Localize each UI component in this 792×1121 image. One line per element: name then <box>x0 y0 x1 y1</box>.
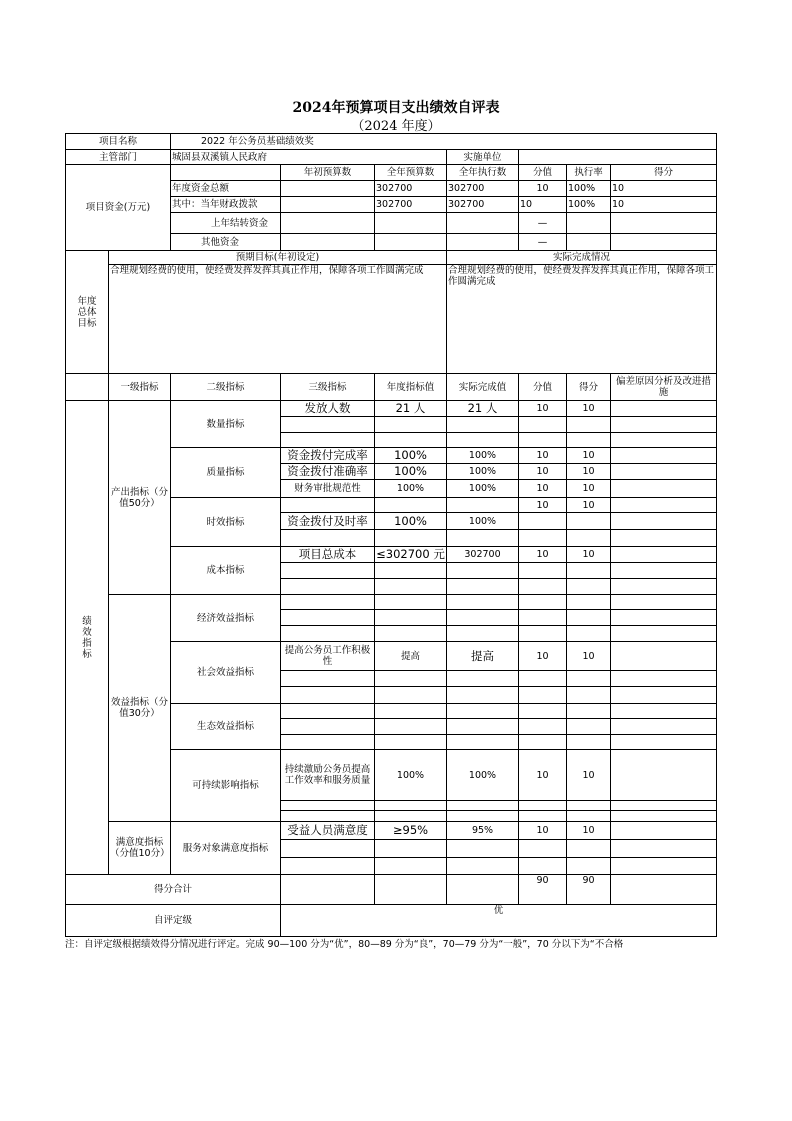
deviation-note <box>611 687 717 704</box>
deviation-note <box>611 563 717 579</box>
actual-value: 100% <box>447 750 519 801</box>
actual-value <box>447 579 519 595</box>
deviation-note <box>611 840 717 858</box>
funds-initial <box>281 181 375 197</box>
level3-indicator <box>281 563 375 579</box>
total-score: 90 <box>567 875 611 905</box>
deviation-note <box>611 610 717 626</box>
actual-value: 100% <box>447 464 519 480</box>
indicator-header: 分值 <box>519 374 567 401</box>
level2-indicator: 数量指标 <box>171 401 281 448</box>
actual-value <box>447 801 519 811</box>
level1-indicator: 满意度指标（分值10分） <box>109 822 171 875</box>
target-value: ≤302700 元 <box>376 547 445 561</box>
score <box>567 671 611 687</box>
deviation-note <box>611 513 717 530</box>
score: 10 <box>567 401 611 417</box>
actual-value: 100% <box>447 513 519 530</box>
actual-value: 95% <box>447 822 519 840</box>
level2-indicator: 成本指标 <box>171 547 281 595</box>
actual-value <box>447 433 519 448</box>
score-value <box>519 579 567 595</box>
score-value: 10 <box>519 464 567 480</box>
target-value: 100% <box>375 464 447 480</box>
level3-indicator <box>281 687 375 704</box>
actual-goal-header: 实际完成情况 <box>447 251 717 265</box>
level1-indicator: 产出指标（分值50分） <box>109 401 171 595</box>
score <box>567 858 611 875</box>
level2-indicator: 社会效益指标 <box>171 642 281 704</box>
level3-indicator <box>281 595 375 610</box>
level3-indicator <box>281 719 375 735</box>
target-value <box>375 563 447 579</box>
funds-initial <box>281 197 375 213</box>
impl-value <box>519 150 717 165</box>
actual-value <box>447 595 519 610</box>
level3-indicator <box>281 417 375 433</box>
score: 10 <box>567 642 611 671</box>
score-value: 10 <box>519 547 567 563</box>
actual-value <box>447 704 519 719</box>
target-value: 21 人 <box>375 401 447 417</box>
deviation-note <box>611 671 717 687</box>
level2-indicator: 时效指标 <box>171 498 281 547</box>
score-value <box>519 811 567 822</box>
funds-header: 年初预算数 <box>281 165 375 181</box>
score-value <box>519 858 567 875</box>
target-value: 提高 <box>375 642 447 671</box>
score-value <box>519 513 567 530</box>
score: 10 <box>567 822 611 840</box>
target-value <box>375 579 447 595</box>
target-value <box>375 687 447 704</box>
funds-header: 全年执行数 <box>447 165 519 181</box>
deviation-note <box>611 750 717 801</box>
indicator-header: 二级指标 <box>171 374 281 401</box>
level3-indicator: 资金拨付及时率 <box>281 513 375 530</box>
total-score-value: 90 <box>519 875 567 905</box>
funds-score-value: 10 <box>519 197 567 213</box>
indicator-header: 得分 <box>567 374 611 401</box>
funds-header: 分值 <box>519 165 567 181</box>
total-blank <box>447 875 519 905</box>
funds-executed <box>447 213 519 234</box>
target-value <box>375 858 447 875</box>
funds-row-label: 其中：当年财政拨款 <box>171 197 281 213</box>
score <box>567 811 611 822</box>
deviation-note <box>611 595 717 610</box>
actual-value <box>447 610 519 626</box>
rating-value: 优 <box>281 905 717 937</box>
score <box>567 610 611 626</box>
deviation-note <box>611 704 717 719</box>
target-value <box>375 719 447 735</box>
funds-rate: 100% <box>567 181 611 197</box>
score: 10 <box>567 464 611 480</box>
score-value: 10 <box>519 448 567 464</box>
funds-label: 项目资金(万元) <box>66 165 171 251</box>
funds-rate <box>567 213 611 234</box>
target-value: 100% <box>375 448 447 464</box>
table-row <box>66 401 717 417</box>
total-label: 得分合计 <box>66 875 281 905</box>
funds-executed: 302700 <box>447 197 519 213</box>
deviation-note <box>611 498 717 513</box>
funds-header: 执行率 <box>567 165 611 181</box>
expected-goal-header: 预期目标(年初设定) <box>109 251 447 265</box>
target-value <box>375 530 447 547</box>
funds-score: 10 <box>611 181 717 197</box>
level3-indicator <box>281 735 375 750</box>
actual-value: 302700 <box>447 547 519 563</box>
indicators-label: 绩效指标 <box>66 401 109 875</box>
score-value: 10 <box>519 480 567 498</box>
funds-score <box>611 213 717 234</box>
deviation-note <box>611 547 717 563</box>
funds-rate: 100% <box>567 197 611 213</box>
funds-row-label: 其他资金 <box>171 234 281 251</box>
deviation-note <box>611 480 717 498</box>
table-row <box>66 374 717 401</box>
level3-indicator <box>281 858 375 875</box>
score <box>567 687 611 704</box>
score-value <box>519 530 567 547</box>
score-value <box>519 626 567 642</box>
dept-label: 主管部门 <box>66 150 171 165</box>
indicator-header: 年度指标值 <box>375 374 447 401</box>
funds-header-blank <box>171 165 281 181</box>
deviation-note <box>611 822 717 840</box>
target-value <box>375 840 447 858</box>
deviation-note <box>611 417 717 433</box>
table-row <box>66 905 717 937</box>
deviation-note <box>611 448 717 464</box>
level3-indicator <box>281 530 375 547</box>
score: 10 <box>567 750 611 801</box>
total-blank <box>281 875 375 905</box>
score: 10 <box>567 547 611 563</box>
score <box>567 513 611 530</box>
level2-indicator: 经济效益指标 <box>171 595 281 642</box>
score <box>567 719 611 735</box>
level3-indicator: 资金拨付准确率 <box>281 464 375 480</box>
target-value <box>375 671 447 687</box>
level3-indicator: 财务审批规范性 <box>281 480 375 498</box>
level3-indicator <box>281 579 375 595</box>
actual-value <box>447 811 519 822</box>
level3-indicator <box>281 610 375 626</box>
table-row <box>66 265 717 374</box>
score-value: 10 <box>519 750 567 801</box>
score <box>567 704 611 719</box>
deviation-note <box>611 801 717 811</box>
score-value: 10 <box>519 498 567 513</box>
funds-row-label: 上年结转资金 <box>171 213 281 234</box>
table-row <box>66 251 717 265</box>
target-value: ≥95% <box>375 822 447 840</box>
deviation-note <box>611 719 717 735</box>
level3-indicator <box>281 840 375 858</box>
indicator-header-blank <box>66 374 109 401</box>
deviation-note <box>611 858 717 875</box>
actual-value <box>447 735 519 750</box>
dept-value: 城固县双溪镇人民政府 <box>171 150 447 165</box>
deviation-note <box>611 642 717 671</box>
actual-value <box>447 563 519 579</box>
score <box>567 417 611 433</box>
funds-initial <box>281 234 375 251</box>
level2-indicator: 服务对象满意度指标 <box>171 822 281 875</box>
target-value <box>375 704 447 719</box>
score: 10 <box>567 498 611 513</box>
funds-annual: 302700 <box>375 181 447 197</box>
funds-executed <box>447 234 519 251</box>
deviation-note <box>611 433 717 448</box>
funds-score-value: — <box>519 213 567 234</box>
score <box>567 595 611 610</box>
target-value <box>375 735 447 750</box>
score <box>567 433 611 448</box>
funds-score <box>611 234 717 251</box>
actual-value: 21 人 <box>447 401 519 417</box>
funds-annual: 302700 <box>375 197 447 213</box>
indicator-header: 偏差原因分析及改进措施 <box>611 374 717 401</box>
actual-value <box>447 671 519 687</box>
project-name-label: 项目名称 <box>66 134 171 150</box>
level3-indicator <box>281 811 375 822</box>
table-row <box>66 822 717 840</box>
actual-goal-text: 合理规划经费的使用，使经费发挥发挥其真正作用，保障各项工作圆满完成 <box>447 265 717 374</box>
funds-row-label: 年度资金总额 <box>171 181 281 197</box>
table-row <box>66 875 717 905</box>
score-value <box>519 417 567 433</box>
page-subtitle: （2024 年度） <box>351 119 441 134</box>
funds-annual <box>375 234 447 251</box>
funds-annual <box>375 213 447 234</box>
score-value <box>519 563 567 579</box>
level2-indicator: 质量指标 <box>171 448 281 498</box>
level3-indicator <box>281 433 375 448</box>
actual-value <box>447 530 519 547</box>
score <box>567 530 611 547</box>
score-value <box>519 433 567 448</box>
actual-value <box>447 687 519 704</box>
level3-indicator <box>281 498 375 513</box>
level3-indicator: 项目总成本 <box>281 547 375 563</box>
score <box>567 801 611 811</box>
funds-header: 全年预算数 <box>375 165 447 181</box>
deviation-note <box>611 626 717 642</box>
score-value <box>519 595 567 610</box>
indicator-header: 三级指标 <box>281 374 375 401</box>
funds-score-value: — <box>519 234 567 251</box>
actual-value <box>447 626 519 642</box>
deviation-note <box>611 735 717 750</box>
funds-score-value: 10 <box>519 181 567 197</box>
score-value: 10 <box>519 401 567 417</box>
score <box>567 579 611 595</box>
score-value <box>519 704 567 719</box>
deviation-note <box>611 811 717 822</box>
target-value <box>375 626 447 642</box>
score <box>567 626 611 642</box>
total-blank <box>375 875 447 905</box>
score-value: 10 <box>519 822 567 840</box>
actual-value: 100% <box>447 480 519 498</box>
actual-value: 100% <box>447 448 519 464</box>
deviation-note <box>611 530 717 547</box>
total-blank <box>611 875 717 905</box>
deviation-note <box>611 464 717 480</box>
score <box>567 735 611 750</box>
level3-indicator: 发放人数 <box>281 401 375 417</box>
deviation-note <box>611 401 717 417</box>
target-value: 100% <box>375 750 447 801</box>
level3-indicator: 受益人员满意度 <box>281 822 375 840</box>
project-name-value: 2022 年公务员基础绩效奖 <box>171 134 717 150</box>
funds-rate <box>567 234 611 251</box>
funds-score: 10 <box>611 197 717 213</box>
level3-indicator <box>281 704 375 719</box>
actual-value <box>447 417 519 433</box>
actual-value <box>447 840 519 858</box>
score <box>567 563 611 579</box>
target-value <box>375 610 447 626</box>
goals-label: 年度总体目标 <box>66 251 109 374</box>
footnote: 注：自评定级根据绩效得分情况进行评定。完成 90—100 分为“优”，80—89 分为“良”，70—79 分为“一般”，70 分以下为“不合格 <box>65 939 624 950</box>
actual-value: 提高 <box>447 642 519 671</box>
score <box>567 840 611 858</box>
level2-indicator: 可持续影响指标 <box>171 750 281 822</box>
indicator-header: 一级指标 <box>109 374 171 401</box>
level3-indicator <box>281 626 375 642</box>
evaluation-table <box>65 133 717 937</box>
target-value <box>375 801 447 811</box>
actual-value <box>447 719 519 735</box>
score: 10 <box>567 480 611 498</box>
table-row <box>66 595 717 610</box>
level3-indicator <box>281 801 375 811</box>
funds-initial <box>281 213 375 234</box>
actual-value <box>447 858 519 875</box>
level3-indicator: 提高公务员工作积极性 <box>281 642 375 671</box>
level3-indicator: 资金拨付完成率 <box>281 448 375 464</box>
score-value <box>519 801 567 811</box>
actual-value <box>447 498 519 513</box>
deviation-note <box>611 579 717 595</box>
target-value <box>375 417 447 433</box>
target-value <box>375 433 447 448</box>
score-value <box>519 719 567 735</box>
target-value: 100% <box>375 513 447 530</box>
funds-executed: 302700 <box>447 181 519 197</box>
level1-indicator: 效益指标（分值30分） <box>109 595 171 822</box>
target-value <box>375 595 447 610</box>
impl-label: 实施单位 <box>447 150 519 165</box>
score-value <box>519 840 567 858</box>
expected-goal-text: 合理规划经费的使用，使经费发挥发挥其真正作用，保障各项工作圆满完成 <box>109 265 447 374</box>
indicator-header: 实际完成值 <box>447 374 519 401</box>
rating-label: 自评定级 <box>66 905 281 937</box>
level3-indicator: 持续激励公务员提高工作效率和服务质量 <box>281 750 375 801</box>
target-value <box>375 811 447 822</box>
level3-indicator <box>281 671 375 687</box>
page-title: 2024年预算项目支出绩效自评表 <box>292 100 500 116</box>
score-value <box>519 735 567 750</box>
score-value <box>519 671 567 687</box>
level2-indicator: 生态效益指标 <box>171 704 281 750</box>
target-value <box>375 498 447 513</box>
funds-header: 得分 <box>611 165 717 181</box>
score-value <box>519 687 567 704</box>
target-value: 100% <box>375 480 447 498</box>
score-value: 10 <box>519 642 567 671</box>
score-value <box>519 610 567 626</box>
score: 10 <box>567 448 611 464</box>
